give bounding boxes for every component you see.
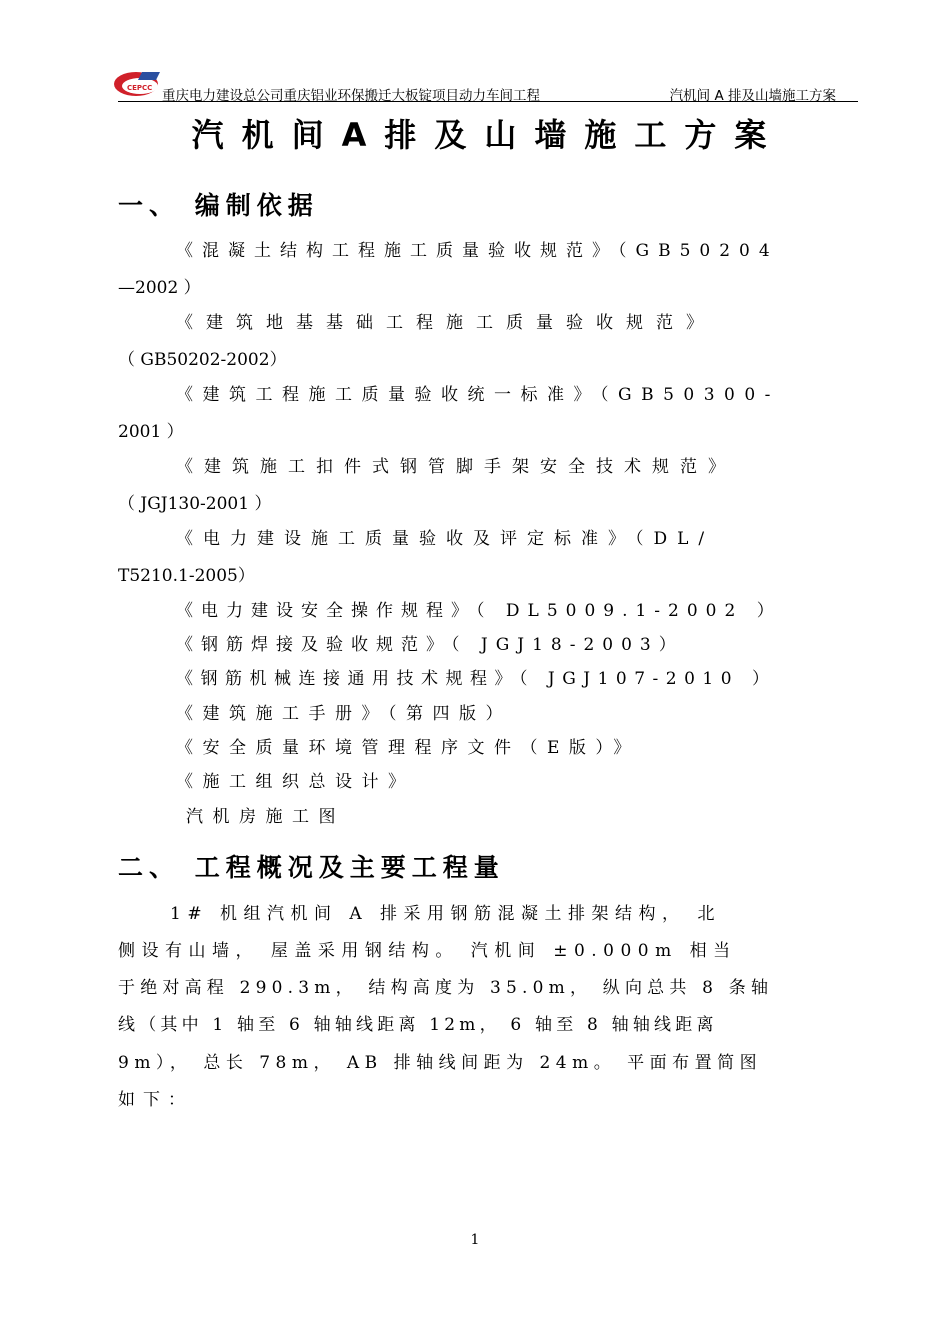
document-title: 汽机间A排及山墙施工方案: [191, 116, 785, 154]
header-doc-title: 汽机间 A 排及山墙施工方案: [669, 88, 836, 104]
page-header: [118, 66, 858, 102]
ref-line-1: 《混凝土结构工程施工质量验收规范》（GB50204: [176, 241, 779, 261]
header-project-name: 重庆电力建设总公司重庆铝业环保搬迁大板锭项目动力车间工程: [162, 88, 540, 104]
overview-line-2: 侧设有山墙， 屋盖采用钢结构。 汽机间 ±0.000m 相当: [118, 941, 737, 961]
section1-heading: 一、 编制依据: [118, 191, 319, 220]
section2-heading: 二、 工程概况及主要工程量: [118, 853, 505, 882]
overview-line-6: 如下：: [118, 1090, 193, 1110]
ref-line-12: 《钢筋焊接及验收规范》（ JGJ18-2003）: [176, 635, 684, 655]
svg-text:CEPCC: CEPCC: [127, 84, 153, 92]
ref-line-11: 《电力建设安全操作规程》（ DL5009.1-2002 ）: [176, 601, 782, 621]
overview-line-3: 于绝对高程 290.3m， 结构高度为 35.0m， 纵向总共 8 条轴: [118, 978, 774, 998]
ref-line-16: 《施工组织总设计》: [176, 772, 415, 792]
ref-line-3: 《建筑地基基础工程施工质量验收规范》: [176, 313, 716, 333]
ref-line-17: 汽机房施工图: [186, 807, 345, 827]
ref-line-15: 《安全质量环境管理程序文件（E版）》: [176, 738, 640, 758]
overview-line-4: 线（其中 1 轴至 6 轴轴线距离 12m， 6 轴至 8 轴轴线距离: [118, 1015, 718, 1035]
ref-line-14: 《建筑施工手册》（第四版）: [176, 704, 512, 724]
overview-line-5: 9m）， 总长 78m， AB 排轴线间距为 24m。 平面布置简图: [118, 1053, 763, 1073]
ref-line-2: —2002 ）: [118, 278, 201, 298]
page-number: 1: [470, 1232, 480, 1248]
header-divider: [118, 101, 858, 102]
overview-line-1: 1# 机组汽机间 A 排采用钢筋混凝土排架结构， 北: [170, 904, 721, 924]
ref-line-10: T5210.1-2005）: [118, 566, 255, 586]
ref-line-7: 《建筑施工扣件式钢管脚手架安全技术规范》: [176, 457, 736, 477]
ref-line-5: 《建筑工程施工质量验收统一标准》（GB50300-: [176, 385, 780, 405]
ref-line-8: （ JGJ130-2001 ）: [118, 494, 272, 514]
ref-line-6: 2001 ）: [118, 422, 184, 442]
company-logo: [112, 68, 164, 98]
ref-line-4: （ GB50202-2002）: [118, 350, 287, 370]
ref-line-9: 《电力建设施工质量验收及评定标准》（DL/: [176, 529, 715, 549]
ref-line-13: 《钢筋机械连接通用技术规程》（ JGJ107-2010 ）: [176, 669, 777, 689]
